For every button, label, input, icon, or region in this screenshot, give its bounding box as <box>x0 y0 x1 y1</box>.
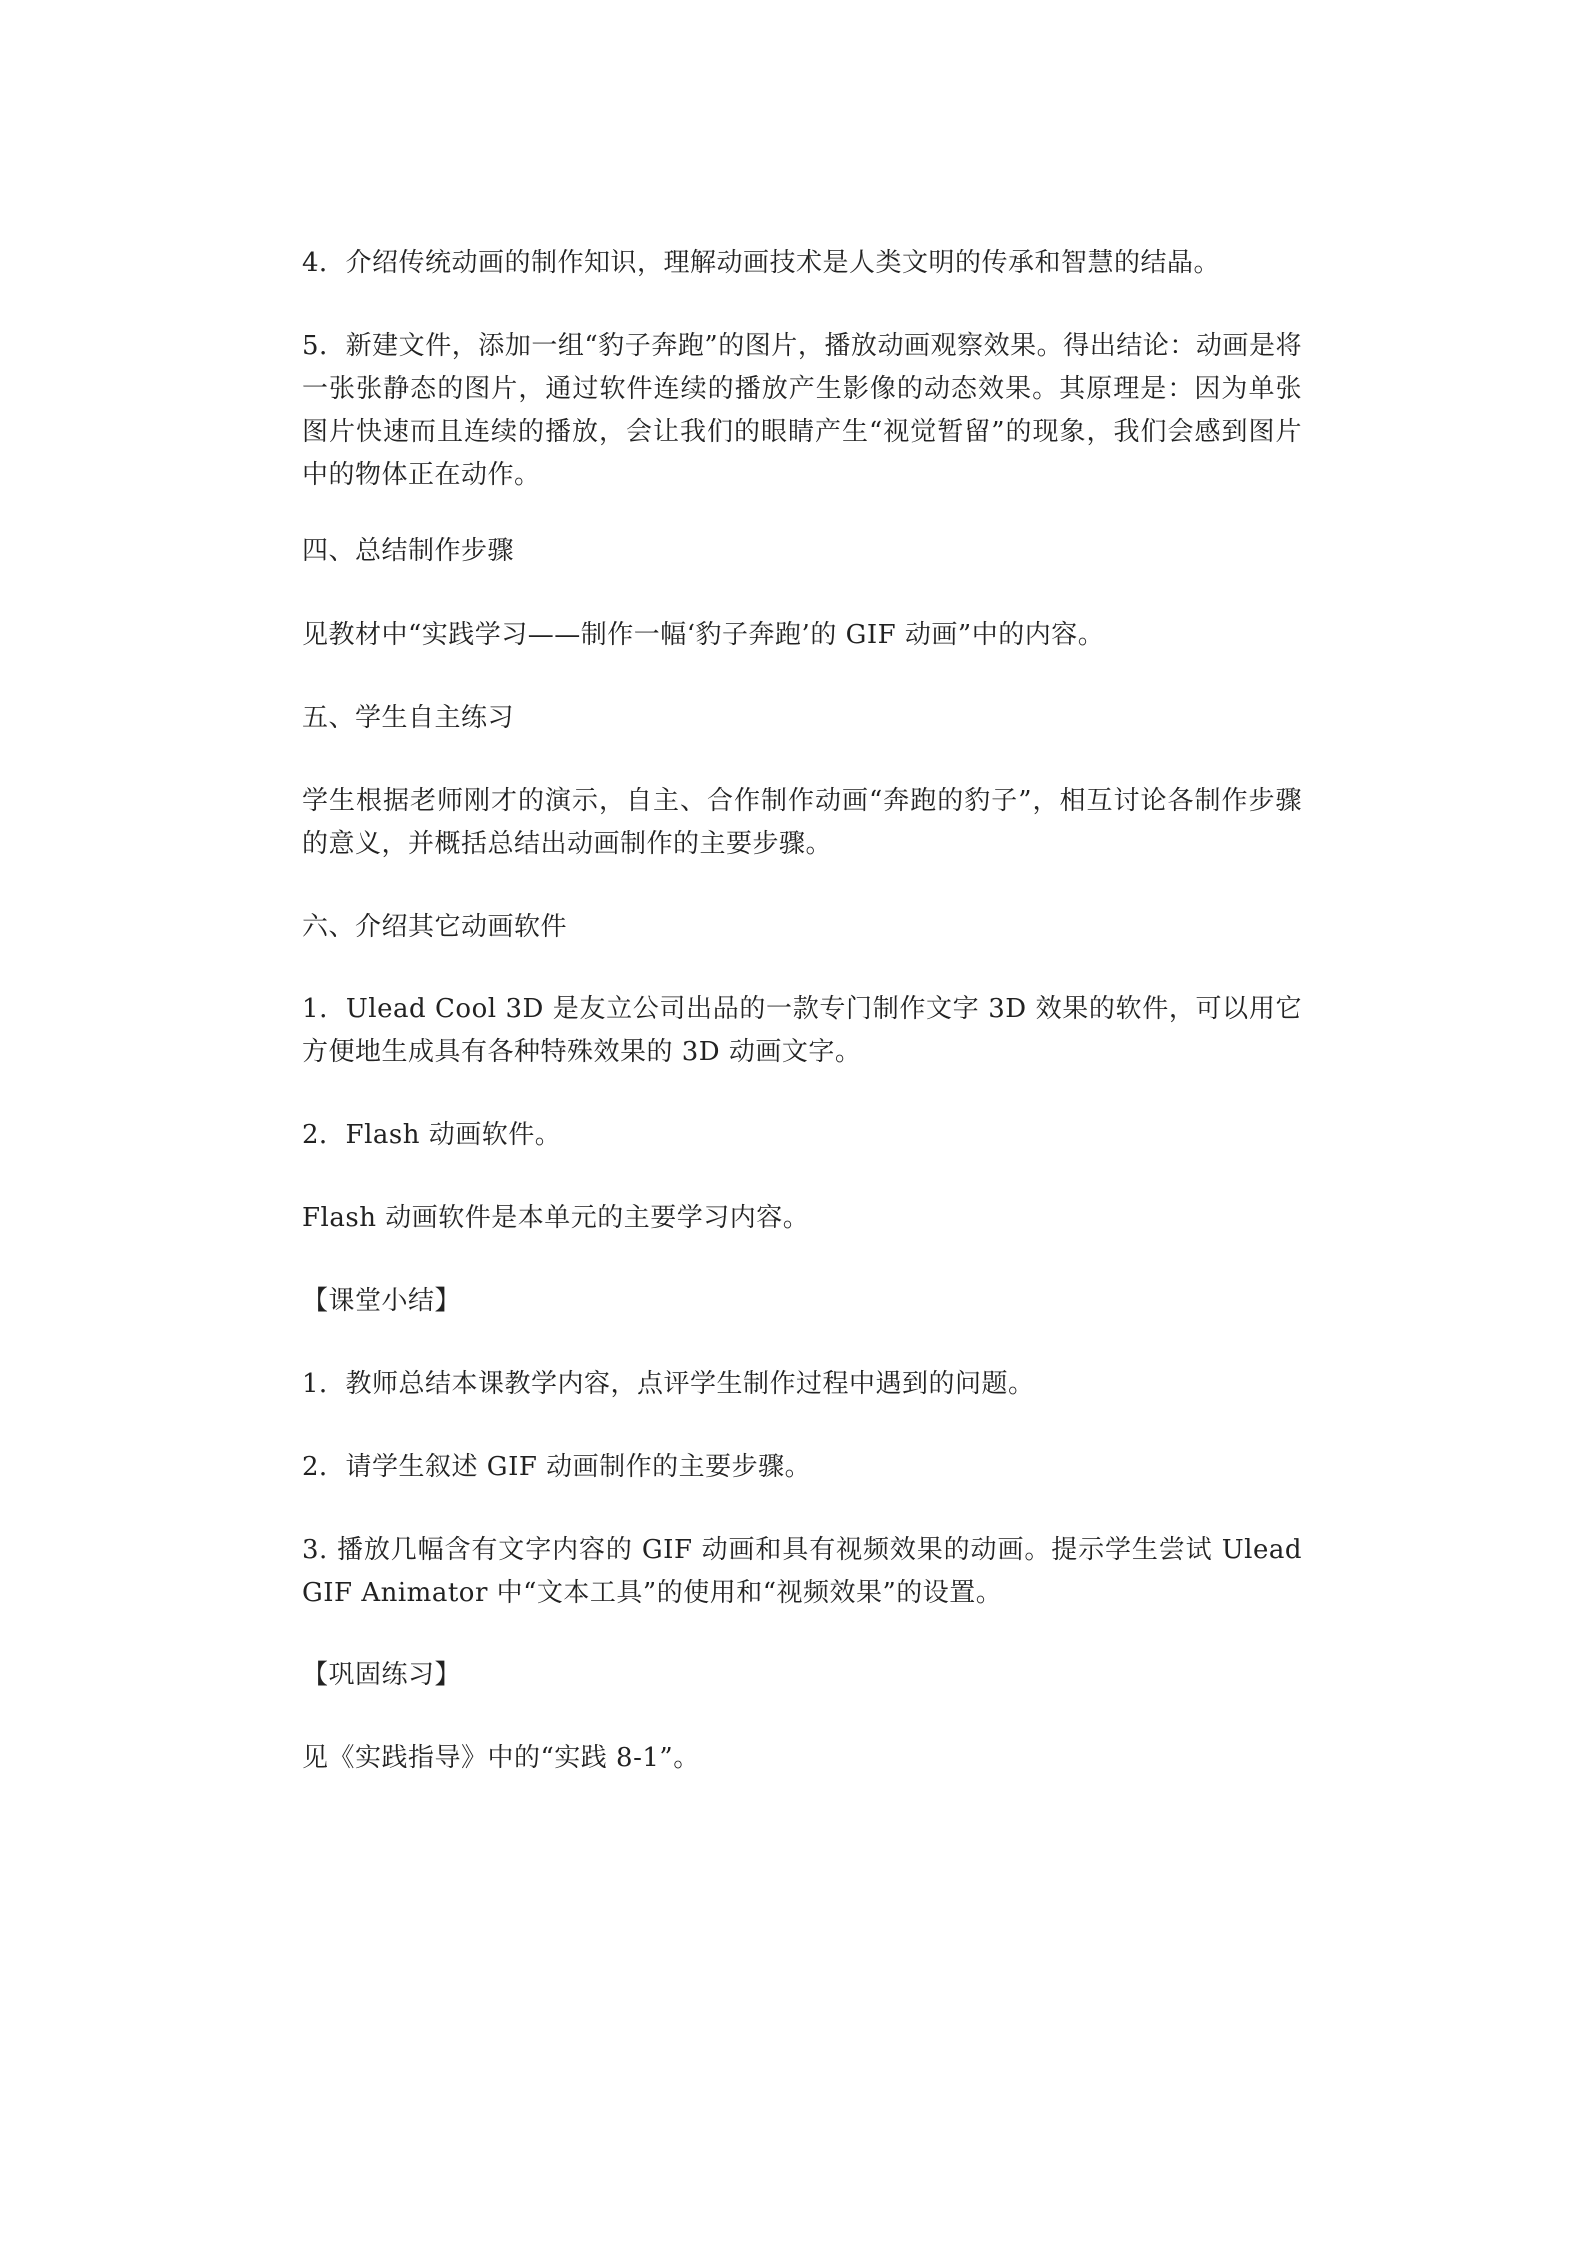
section-heading-class-summary: 【课堂小结】 <box>302 1286 462 1316</box>
section-heading-other-software: 六、介绍其它动画软件 <box>302 912 568 942</box>
paragraph-summary-1: 1．教师总结本课教学内容，点评学生制作过程中遇到的问题。 <box>302 1369 1035 1399</box>
section-heading-student-practice: 五、学生自主练习 <box>302 703 515 733</box>
paragraph-textbook-reference: 见教材中“实践学习——制作一幅‘豹子奔跑’的 GIF 动画”中的内容。 <box>302 620 1105 650</box>
paragraph-summary-2: 2．请学生叙述 GIF 动画制作的主要步骤。 <box>302 1452 812 1482</box>
paragraph-student-practice: 学生根据老师刚才的演示，自主、合作制作动画“奔跑的豹子”，相互讨论各制作步骤的意义，并概括总结出动画制作的主要步骤。 <box>302 786 1302 859</box>
paragraph-practice-guide: 见《实践指导》中的“实践 8-1”。 <box>302 1743 700 1773</box>
paragraph-flash-software: 2．Flash 动画软件。 <box>302 1120 562 1150</box>
paragraph-summary-3: 3. 播放几幅含有文字内容的 GIF 动画和具有视频效果的动画。提示学生尝试 Ulead GIF Animator 中“文本工具”的使用和“视频效果”的设置。 <box>302 1535 1302 1608</box>
section-heading-summary-steps: 四、总结制作步骤 <box>302 536 515 566</box>
section-heading-consolidation: 【巩固练习】 <box>302 1660 462 1690</box>
paragraph-item-4: 4．介绍传统动画的制作知识，理解动画技术是人类文明的传承和智慧的结晶。 <box>302 248 1221 278</box>
paragraph-flash-main-content: Flash 动画软件是本单元的主要学习内容。 <box>302 1203 810 1233</box>
paragraph-item-5: 5．新建文件，添加一组“豹子奔跑”的图片，播放动画观察效果。得出结论：动画是将一张张静态的图片，通过软件连续的播放产生影像的动态效果。其原理是：因为单张图片快速而且连续的播放，会让我们的眼睛产生“视觉暂留”的现象，我们会感到图片中的物体正在动作。 <box>302 331 1302 490</box>
paragraph-ulead-cool-3d: 1．Ulead Cool 3D 是友立公司出品的一款专门制作文字 3D 效果的软件，可以用它方便地生成具有各种特殊效果的 3D 动画文字。 <box>302 994 1302 1067</box>
